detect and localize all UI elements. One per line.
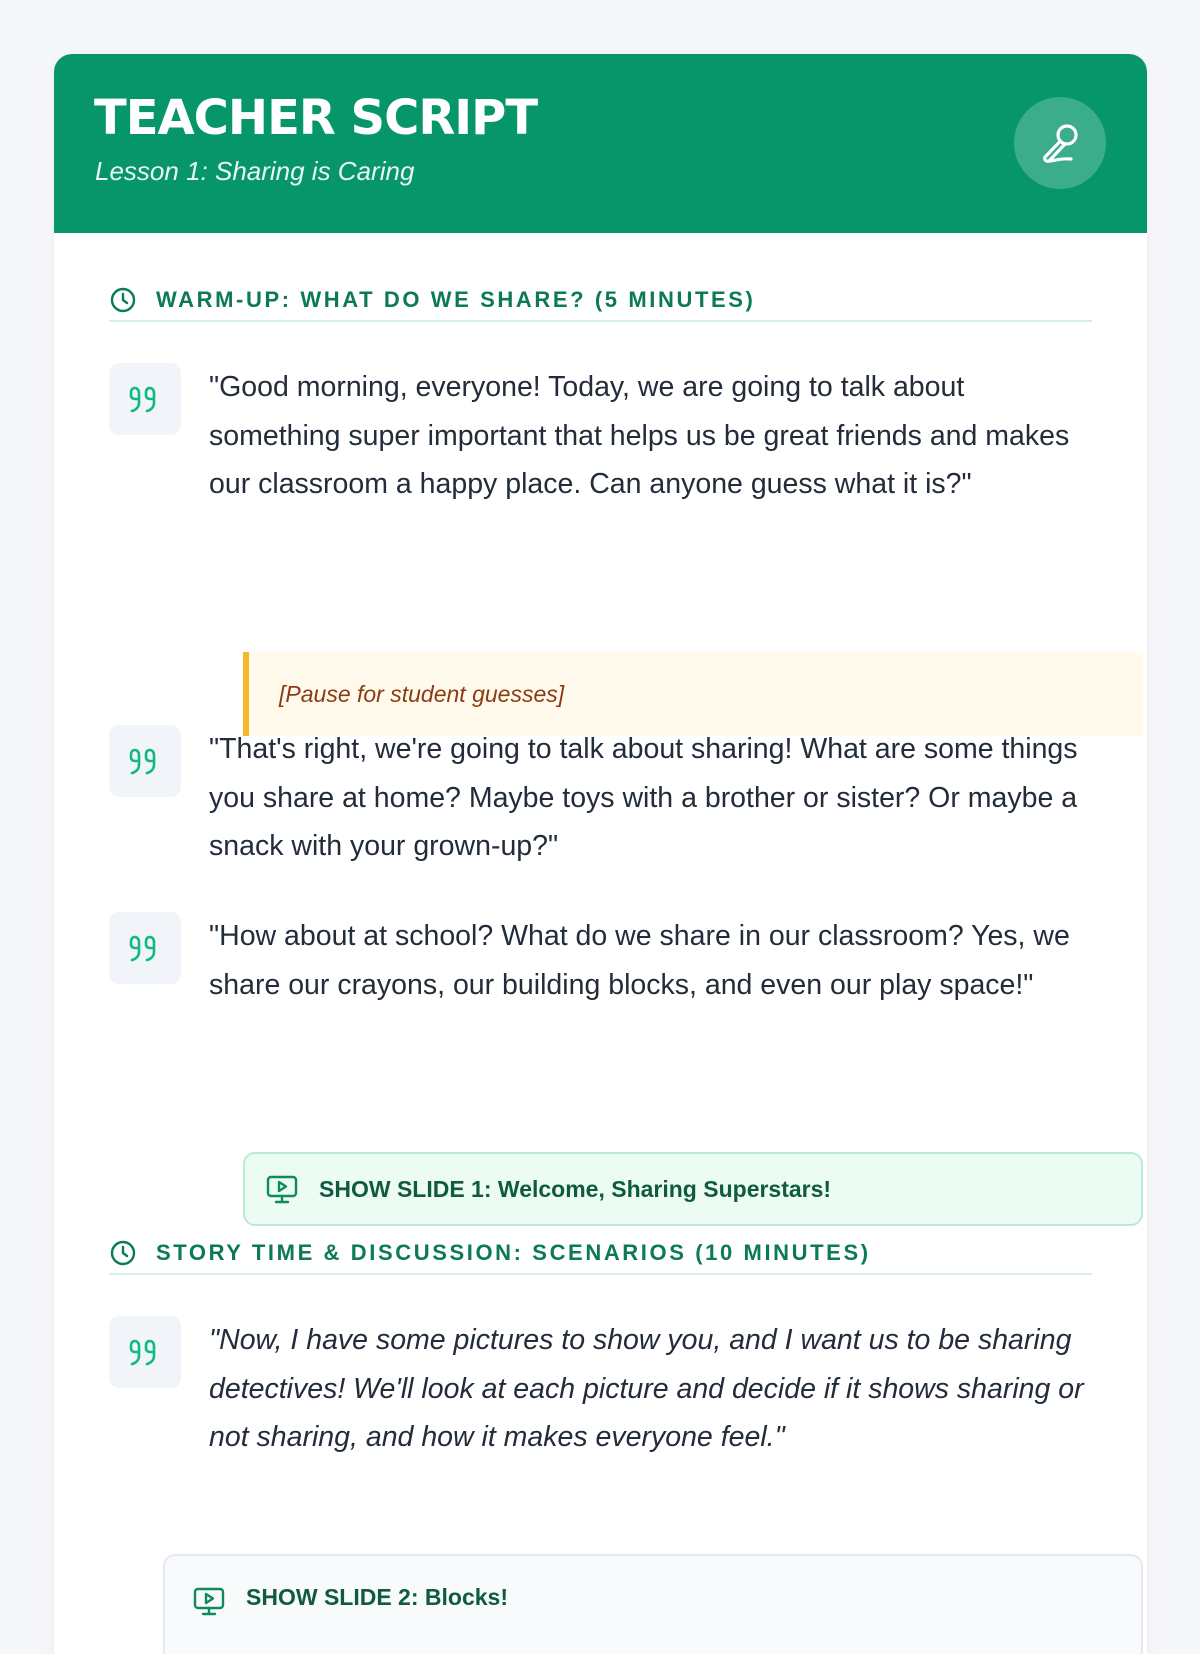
quote-text: "Good morning, everyone! Today, we are going to talk about something super important that helps us be great friends and makes our classroom a happy place. Can anyone guess what it is?" <box>209 371 1070 500</box>
quote-icon <box>128 931 162 965</box>
script-header <box>54 54 1147 233</box>
quote-badge <box>109 912 181 984</box>
section-header-story-time <box>109 1233 1092 1275</box>
lesson-subtitle: Lesson 1: Sharing is Caring <box>95 156 415 186</box>
microphone-button[interactable] <box>1014 97 1106 189</box>
quote-badge <box>109 725 181 797</box>
slide-cue-1 <box>243 1152 1143 1226</box>
page-title: TEACHER SCRIPT <box>94 90 538 146</box>
clock-icon <box>109 1239 137 1267</box>
slide-cue-2 <box>163 1554 1143 1654</box>
section-title: STORY TIME & DISCUSSION: SCENARIOS (10 MINUTES) <box>156 1240 871 1265</box>
presentation-screen-icon <box>192 1584 226 1618</box>
quote-text: "That's right, we're going to talk about sharing! What are some things you share at home? Maybe toys with a brother or sister? Or maybe a snack with your grown-up?" <box>209 733 1078 862</box>
section-header-warm-up <box>109 280 1092 322</box>
quote-icon <box>128 1335 162 1369</box>
teacher-script-card <box>54 54 1147 1654</box>
slide-cue-text: SHOW SLIDE 1: Welcome, Sharing Superstars! <box>319 1175 832 1202</box>
quote-text: "How about at school? What do we share in our classroom? Yes, we share our crayons, our building blocks, and even our play space!" <box>209 920 1070 1001</box>
slide-cue-text: SHOW SLIDE 2: Blocks! <box>246 1584 508 1610</box>
presentation-screen-icon <box>265 1172 299 1206</box>
quote-badge <box>109 1316 181 1388</box>
section-title: WARM-UP: WHAT DO WE SHARE? (5 MINUTES) <box>156 287 756 312</box>
quote-badge <box>109 363 181 435</box>
quote-icon <box>128 382 162 416</box>
clock-icon <box>109 286 137 314</box>
pause-note <box>243 652 1143 736</box>
microphone-icon <box>1037 120 1083 166</box>
quote-icon <box>128 744 162 778</box>
pause-text: [Pause for student guesses] <box>279 680 565 707</box>
quote-text: "Now, I have some pictures to show you, and I want us to be sharing detectives! We'll look at each picture and decide if it shows sharing or not sharing, and how it makes everyone feel." <box>209 1324 1084 1453</box>
